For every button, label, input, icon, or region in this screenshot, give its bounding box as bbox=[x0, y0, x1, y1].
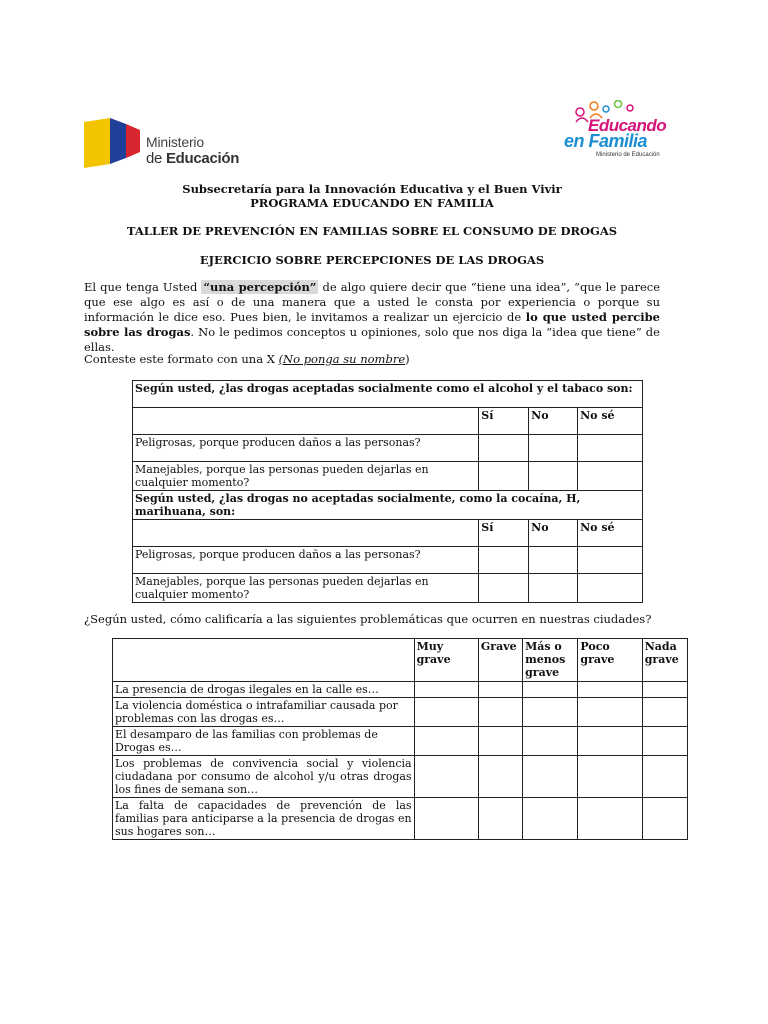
row-label: La violencia doméstica o intrafamiliar causada por problemas con las drogas es… bbox=[113, 698, 415, 727]
answer-cell[interactable] bbox=[578, 574, 643, 603]
intro-paragraph: El que tenga Usted “una percepción” de algo quiere decir que “tiene una idea”, “que le parece que ese algo es así o de una manera que a usted le consta por experiencia o porque su información le dice eso. Pues bien, le invitamos a realizar un ejercicio de lo que usted percibe sobre las drogas. No le pedimos conceptos u opiniones, solo que nos diga la “idea que tiene” de ellas. bbox=[84, 280, 660, 354]
col-no-se: No sé bbox=[578, 520, 643, 547]
row-label: Los problemas de convivencia social y violencia ciudadana por consumo de alcohol y/u otras drogas los fines de semana son… bbox=[113, 756, 415, 798]
rating-cell[interactable] bbox=[642, 682, 687, 698]
logo-word-familia: en Familia bbox=[564, 131, 648, 151]
col-nada-grave: Nada grave bbox=[642, 639, 687, 682]
answer-cell[interactable] bbox=[529, 462, 578, 491]
answer-cell[interactable] bbox=[529, 574, 578, 603]
col-no-se: No sé bbox=[578, 408, 643, 435]
educando-familia-logo bbox=[560, 100, 670, 162]
answer-cell[interactable] bbox=[479, 435, 529, 462]
logo-word-educando: Educando bbox=[588, 116, 667, 135]
rating-cell[interactable] bbox=[642, 756, 687, 798]
ecuador-flag-icon bbox=[84, 118, 140, 172]
row-label: El desamparo de las familias con problemas de Drogas es… bbox=[113, 727, 415, 756]
answer-cell[interactable] bbox=[479, 574, 529, 603]
col-no: No bbox=[529, 408, 578, 435]
answer-cell[interactable] bbox=[529, 547, 578, 574]
rating-cell[interactable] bbox=[578, 798, 642, 840]
ministry-line2: de Educación bbox=[146, 150, 240, 167]
instructions: Conteste este formato con una X (No ponga su nombre) bbox=[84, 352, 410, 366]
rating-cell[interactable] bbox=[478, 798, 522, 840]
row-label: Manejables, porque las personas pueden dejarlas en cualquier momento? bbox=[133, 574, 479, 603]
logo-subtext: Ministerio de Educación bbox=[596, 152, 660, 158]
rating-cell[interactable] bbox=[414, 698, 478, 727]
exercise-title: EJERCICIO SOBRE PERCEPCIONES DE LAS DROGAS bbox=[199, 253, 545, 267]
question-non-accepted-drugs: Según usted, ¿las drogas no aceptadas socialmente, como la cocaína, H, marihuana, son: bbox=[133, 491, 643, 520]
rating-cell[interactable] bbox=[642, 727, 687, 756]
rating-cell[interactable] bbox=[578, 698, 642, 727]
row-label: La presencia de drogas ilegales en la calle es… bbox=[113, 682, 415, 698]
rating-cell[interactable] bbox=[642, 798, 687, 840]
rating-cell[interactable] bbox=[414, 756, 478, 798]
rating-cell[interactable] bbox=[414, 727, 478, 756]
workshop-title: TALLER DE PREVENCIÓN EN FAMILIAS SOBRE EL CONSUMO DE DROGAS bbox=[126, 224, 618, 238]
rating-cell[interactable] bbox=[642, 698, 687, 727]
col-muy-grave: Muy grave bbox=[414, 639, 478, 682]
col-mas-o-menos-grave: Más o menos grave bbox=[523, 639, 578, 682]
answer-cell[interactable] bbox=[578, 462, 643, 491]
row-label: Manejables, porque las personas pueden dejarlas en cualquier momento? bbox=[133, 462, 479, 491]
col-poco-grave: Poco grave bbox=[578, 639, 642, 682]
col-si: Sí bbox=[479, 408, 529, 435]
answer-cell[interactable] bbox=[529, 435, 578, 462]
rating-cell[interactable] bbox=[478, 682, 522, 698]
rating-cell[interactable] bbox=[523, 698, 578, 727]
row-label: La falta de capacidades de prevención de las familias para anticiparse a la presencia de drogas en sus hogares son… bbox=[113, 798, 415, 840]
rating-cell[interactable] bbox=[578, 727, 642, 756]
question-accepted-drugs: Según usted, ¿las drogas aceptadas socialmente como el alcohol y el tabaco son: bbox=[133, 381, 643, 408]
row-label: Peligrosas, porque producen daños a las personas? bbox=[133, 547, 479, 574]
rating-cell[interactable] bbox=[478, 756, 522, 798]
rating-cell[interactable] bbox=[578, 682, 642, 698]
answer-cell[interactable] bbox=[578, 435, 643, 462]
rating-cell[interactable] bbox=[414, 798, 478, 840]
rating-cell[interactable] bbox=[523, 727, 578, 756]
col-si: Sí bbox=[479, 520, 529, 547]
ministry-line1: Ministerio bbox=[146, 134, 204, 150]
answer-cell[interactable] bbox=[479, 462, 529, 491]
rating-cell[interactable] bbox=[523, 756, 578, 798]
rating-cell[interactable] bbox=[523, 682, 578, 698]
perception-table bbox=[132, 380, 643, 603]
rating-question: ¿Según usted, cómo calificaría a las siguientes problemáticas que ocurren en nuestras ciudades? bbox=[84, 612, 652, 626]
rating-cell[interactable] bbox=[414, 682, 478, 698]
answer-cell[interactable] bbox=[479, 547, 529, 574]
rating-cell[interactable] bbox=[478, 727, 522, 756]
program-title: PROGRAMA EDUCANDO EN FAMILIA bbox=[250, 196, 494, 210]
rating-table bbox=[112, 638, 688, 840]
answer-cell[interactable] bbox=[578, 547, 643, 574]
col-grave: Grave bbox=[478, 639, 522, 682]
col-no: No bbox=[529, 520, 578, 547]
rating-cell[interactable] bbox=[578, 756, 642, 798]
rating-cell[interactable] bbox=[523, 798, 578, 840]
ministry-logo bbox=[84, 118, 244, 174]
row-label: Peligrosas, porque producen daños a las personas? bbox=[133, 435, 479, 462]
subsecretaria-title: Subsecretaría para la Innovación Educativa y el Buen Vivir bbox=[182, 182, 562, 196]
rating-cell[interactable] bbox=[478, 698, 522, 727]
